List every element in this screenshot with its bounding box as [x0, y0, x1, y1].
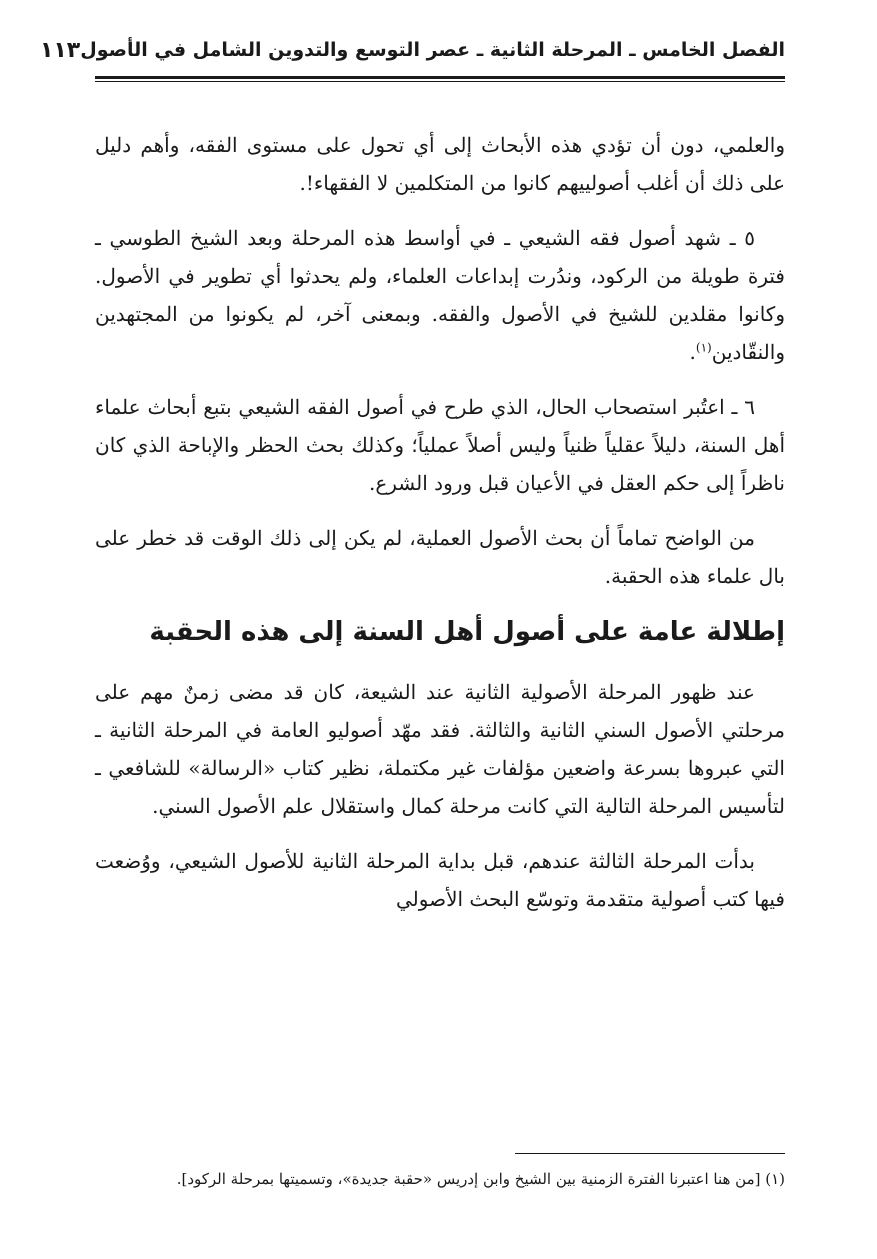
paragraph-text: ٦ ـ اعتُبر استصحاب الحال، الذي طرح في أصول الفقه الشيعي بتبع أبحاث علماء أهل السنة، دليلاً عقلياً ظنياً وليس أصلاً عملياً؛ وكذلك بحث الحظر والإباحة الذي كان ناظراً إلى حكم العقل في الأعيان قبل ورود الشرع.: [95, 395, 785, 495]
paragraph-text: من الواضح تماماً أن بحث الأصول العملية، لم يكن إلى ذلك الوقت قد خطر على بال علماء هذه الحقبة.: [95, 526, 785, 588]
chapter-title: الفصل الخامس ـ المرحلة الثانية ـ عصر التوسع والتدوين الشامل في الأصول: [80, 39, 785, 61]
paragraph-item-5: [95, 219, 785, 371]
footnote: (١) [من هنا اعتبرنا الفترة الزمنية بين الشيخ وابن إدريس «حقبة جديدة»، وتسميتها بمرحلة الركود].: [176, 1170, 785, 1188]
footnote-separator: [515, 1153, 785, 1154]
paragraph-tail: .: [689, 340, 696, 364]
page-number: ١١٣: [39, 37, 81, 63]
paragraph-continuation: [95, 126, 785, 202]
footnote-marker: (١): [695, 340, 712, 355]
header-rule-thick: [95, 76, 785, 79]
paragraph-text: ٥ ـ شهد أصول فقه الشيعي ـ في أواسط هذه المرحلة وبعد الشيخ الطوسي ـ فترة طويلة من الركود، وندُرت إبداعات العلماء، ولم يحدثوا أي تطوير في الأصول. وكانوا مقلدين للشيخ في الأصول والفقه. وبمعنى آخر، لم يكونوا من المجتهدين والنقّادين: [95, 226, 785, 364]
running-header: [39, 28, 785, 72]
paragraph-conclusion: [95, 519, 785, 595]
book-page: [39, 28, 785, 1238]
header-rule-thin: [95, 81, 785, 82]
paragraph-text: والعلمي، دون أن تؤدي هذه الأبحاث إلى أي تحول على مستوى الفقه، وأهم دليل على ذلك أن أغلب أصولييهم كانوا من المتكلمين لا الفقهاء!.: [95, 133, 785, 195]
paragraph-text: بدأت المرحلة الثالثة عندهم، قبل بداية المرحلة الثانية للأصول الشيعي، ووُضعت فيها كتب أصولية متقدمة وتوسّع البحث الأصولي: [95, 849, 785, 911]
section-paragraph-2: [95, 842, 785, 918]
section-paragraph-1: [95, 673, 785, 825]
paragraph-item-6: [95, 388, 785, 502]
paragraph-text: عند ظهور المرحلة الأصولية الثانية عند الشيعة، كان قد مضى زمنٌ مهم على مرحلتي الأصول السني الثانية والثالثة. فقد مهّد أصوليو العامة في المرحلة الثانية ـ التي عبروها بسرعة واضعين مؤلفات غير مكتملة، نظير كتاب «الرسالة» للشافعي ـ لتأسيس المرحلة التالية التي كانت مرحلة كمال واستقلال علم الأصول السني.: [95, 680, 785, 818]
section-heading: إطلالة عامة على أصول أهل السنة إلى هذه الحقبة: [149, 617, 785, 647]
body-text: [95, 126, 785, 935]
